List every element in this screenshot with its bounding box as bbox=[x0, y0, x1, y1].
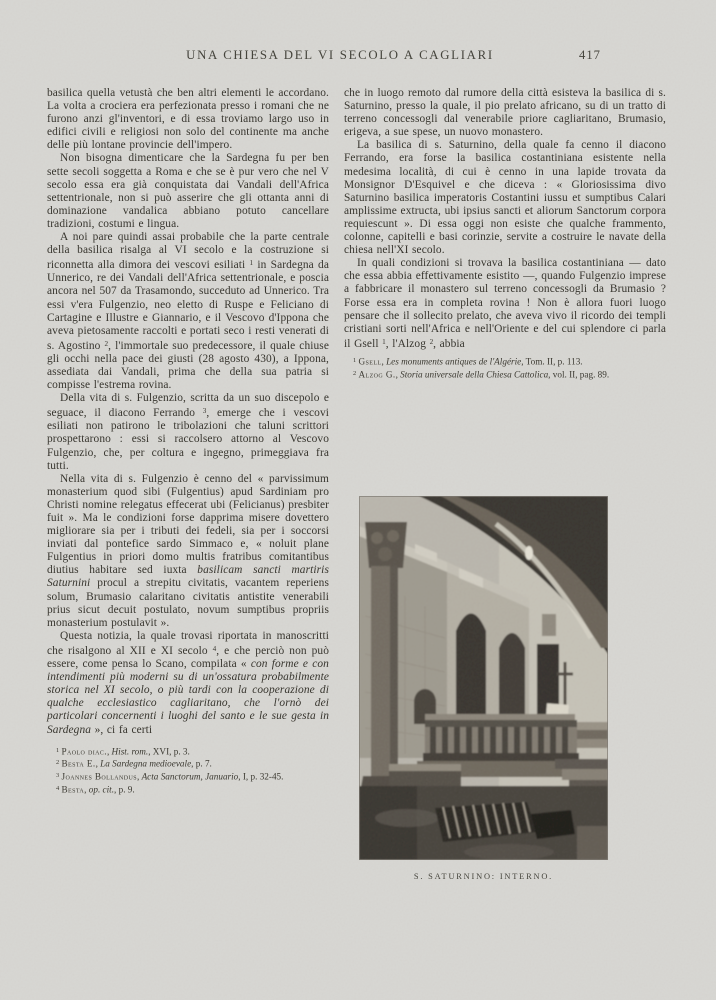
text-segment: basilicam sancti martiris Saturnini bbox=[47, 564, 329, 590]
text-segment: Gsell bbox=[358, 356, 382, 367]
text-segment: », ci fa certi bbox=[91, 723, 153, 736]
text-segment: , e che perciò non può essere, come pensa lo Scano, compilata « bbox=[47, 644, 330, 671]
footnote-marker: 1 bbox=[56, 746, 60, 754]
paragraph bbox=[344, 87, 666, 139]
text-segment: Paolo diac. bbox=[61, 746, 107, 757]
paragraph bbox=[47, 231, 329, 392]
text-segment: Les monuments antiques de l'Algérie bbox=[386, 356, 522, 367]
footnote-marker: 1 bbox=[353, 356, 357, 364]
text-segment: La Sardegna medioevale bbox=[100, 758, 192, 769]
text-segment: basilica quella vetustà che ben altri elementi le accordano. La volta a crociera era perfezionata presso i romani che ne furono anzi gl'inventori, e di essa troviamo largo uso in edifici civili e religiosi non solo del continente ma anche delle più lontane provincie dell'impero. bbox=[47, 87, 329, 152]
text-segment: Della vita di s. Fulgenzio, scritta da un suo discepolo e seguace, il diacono Ferrando bbox=[47, 392, 329, 420]
page-number: 417 bbox=[579, 48, 601, 62]
church-interior-photo bbox=[359, 496, 608, 860]
text-segment: Nella vita di s. Fulgenzio è cenno del « parvissimum monasterium quod sibi (Fulgentius) apud Sardiniam pro Christi nomine relegatus effecerat ubi (Felicianus) presbiter fuit ». Ma le condizioni forse dapprima misere dovettero migliorare sia per i tributi dei fedeli, sia per i soccorsi inviati dal pontefice sardo Simmaco e, « noluit plane Fulgentius in priori domo multis fratribus comitantibus diutius habitare sed iuxta bbox=[47, 472, 329, 577]
footnote-marker: 1 bbox=[382, 337, 386, 346]
footnote-marker: 1 bbox=[249, 259, 254, 268]
footnote bbox=[47, 757, 329, 770]
text-segment: , bbox=[381, 356, 387, 367]
text-segment: La basilica di s. Saturnino, della quale fa cenno il diacono Ferrando, era forse la basilica costantiniana esistente nella medesima località, di cui è cenno in una lapide trovata da Monsignor D'Esquivel e che diceva : « Gloriosissima divo Saturnino basilica imperatoris Costantini iussu et sumptibus Calari amplissime extructa, ubi ipsius sancti et aliorum Sanctorum corpora requiescunt ». Di essa oggi non esiste che qualche frammento, colonne, capitelli e basi corinzie, servite a costruire le navate della chiesa nell'XI secolo. bbox=[344, 139, 666, 257]
text-segment: , l'immortale suo predecessore, il quale chiuse gli occhi nella pace dei giusti (28 agosto 430), a Ippona, assediata dai Vandali, prima che della sua patria si compisse l'estrema rovina. bbox=[47, 339, 329, 392]
text-segment: , l'Alzog bbox=[385, 337, 430, 350]
paragraph bbox=[344, 257, 666, 351]
text-segment: , bbox=[95, 758, 101, 769]
text-segment: Besta E. bbox=[61, 758, 96, 769]
text-segment: , bbox=[106, 746, 112, 757]
footnote-marker: 4 bbox=[212, 644, 217, 653]
text-segment: , bbox=[136, 771, 142, 782]
text-segment: Acta Sanctorum, Januario bbox=[141, 771, 239, 782]
footnote-marker: 3 bbox=[202, 407, 207, 416]
paragraph bbox=[47, 87, 329, 152]
footnote bbox=[47, 770, 329, 783]
text-segment: , p. 7. bbox=[191, 758, 212, 769]
text-segment: op. cit. bbox=[88, 784, 115, 795]
body-text bbox=[47, 87, 329, 737]
footnote bbox=[344, 355, 666, 368]
footnote-marker: 3 bbox=[56, 772, 60, 779]
text-segment: procul a strepitu civitatis, vacantem reperiens solum, Brumasio calaritano civitatis antistite venerabili prius sicut decuit postulato, novum sumptibus propriis monasterium postulavit ». bbox=[47, 577, 329, 629]
footnote bbox=[47, 783, 329, 796]
paragraph bbox=[47, 152, 329, 231]
footnote-marker: 2 bbox=[104, 339, 109, 348]
text-segment: In quali condizioni si trovava la basilica costantiniana — dato che essa abbia effettivamente esistito —, quando Fulgenzio imprese a fabbricare il monastero sul terreno concessogli da Brumasio ? Forse essa era in completa rovina ! Non è allora fuori luogo pensare che il sollecito prelato, che aveva vivo il ricordo dei templi cristiani sorti nell'Africa e nell'Oriente e del cui splendore ci parla il Gsell bbox=[344, 257, 666, 350]
text-segment: Joannes Bollandus bbox=[61, 771, 137, 782]
text-segment: , abbia bbox=[433, 337, 465, 350]
paragraph bbox=[47, 392, 329, 473]
paragraph bbox=[47, 473, 329, 630]
text-segment: , Tom. II, p. 113. bbox=[521, 356, 583, 367]
text-segment: Storia universale della Chiesa Cattolica bbox=[400, 369, 549, 380]
page-title: UNA CHIESA DEL VI SECOLO A CAGLIARI bbox=[186, 48, 494, 62]
text-segment: A noi pare quindi assai probabile che la parte centrale della basilica risalga al VI secolo e la costruzione si riconnetta alla dimora dei vescovi esiliati bbox=[47, 231, 329, 272]
body-text bbox=[344, 87, 666, 351]
text-segment: Non bisogna dimenticare che la Sardegna fu per ben sette secoli soggetta a Roma e che se è pur vero che nel V secolo essa era già conquistata dai Vandali dell'Africa settentrionale, non si può asserire che gli ottanta anni di dominazione vandalica abbiano potuto cancellare tradizioni, costumi e lingua. bbox=[47, 152, 329, 230]
text-segment: , I, p. 32-45. bbox=[238, 771, 284, 782]
text-segment: , bbox=[84, 784, 89, 795]
footnotes-left bbox=[47, 745, 329, 796]
footnote bbox=[344, 368, 666, 381]
column-left bbox=[47, 87, 329, 795]
footnotes-right bbox=[344, 355, 666, 380]
text-segment: Questa notizia, la quale trovasi riportata in manoscritti che risalgono al XII e XI secolo bbox=[47, 629, 329, 657]
text-segment: che in luogo remoto dal rumore della città esisteva la basilica di s. Saturnino, presso la quale, il pio prelato africano, su di un tratto di terreno concessogli dal venerabile priore cagliaritano, Brumasio, erigeva, a sue spese, un nuovo monastero. bbox=[344, 87, 666, 139]
text-segment: Besta bbox=[61, 784, 85, 795]
footnote-marker: 2 bbox=[353, 369, 357, 377]
text-segment: , XVI, p. 3. bbox=[148, 746, 190, 757]
text-segment: Hist. rom. bbox=[111, 746, 149, 757]
footnote bbox=[47, 745, 329, 758]
footnote-marker: 2 bbox=[56, 759, 60, 767]
text-segment: , vol. II, pag. 89. bbox=[548, 369, 610, 380]
text-segment: in Sardegna da Unnerico, re dei Vandali dell'Africa settentrionale, e poscia ancora nel 507 da Trasamondo, succeduto ad Unnerico. Tra essi v'era Fulgenzio, neo eletto di Ruspe e Feliciano di Cartagine e Illustre e Giannario, e il Vescovo d'Ippona che aveva pietosamente raccolti e portati seco i resti venerati di s. Agostino bbox=[47, 259, 329, 352]
figure bbox=[359, 496, 608, 881]
footnote-marker: 2 bbox=[429, 337, 434, 346]
paragraph bbox=[47, 630, 329, 737]
text-segment: Alzog G. bbox=[358, 369, 396, 380]
paragraph bbox=[344, 139, 666, 257]
footnote-marker: 4 bbox=[56, 784, 60, 792]
figure-caption: S. SATURNINO: INTERNO. bbox=[413, 872, 554, 881]
text-segment: , bbox=[395, 369, 401, 380]
text-segment: , emerge che i vescovi esiliati non patirono le tribolazioni che taluni scrittori prospettarono : essi si raccolsero attorno al Vescovo Fulgenzio, che, per coltura e ingegno, primeggiava fra tutti. bbox=[47, 407, 329, 472]
text-segment: con forme e con intendimenti più moderni su di un'ossatura probabilmente storica nel XI secolo, o più tardi con la cooperazione di qualche ecclesiastico cagliaritano, che l'ornò dei particolari concernenti i luoghi del santo e le sue gesta in Sardegna bbox=[47, 658, 329, 736]
text-segment: , p. 9. bbox=[114, 784, 135, 795]
